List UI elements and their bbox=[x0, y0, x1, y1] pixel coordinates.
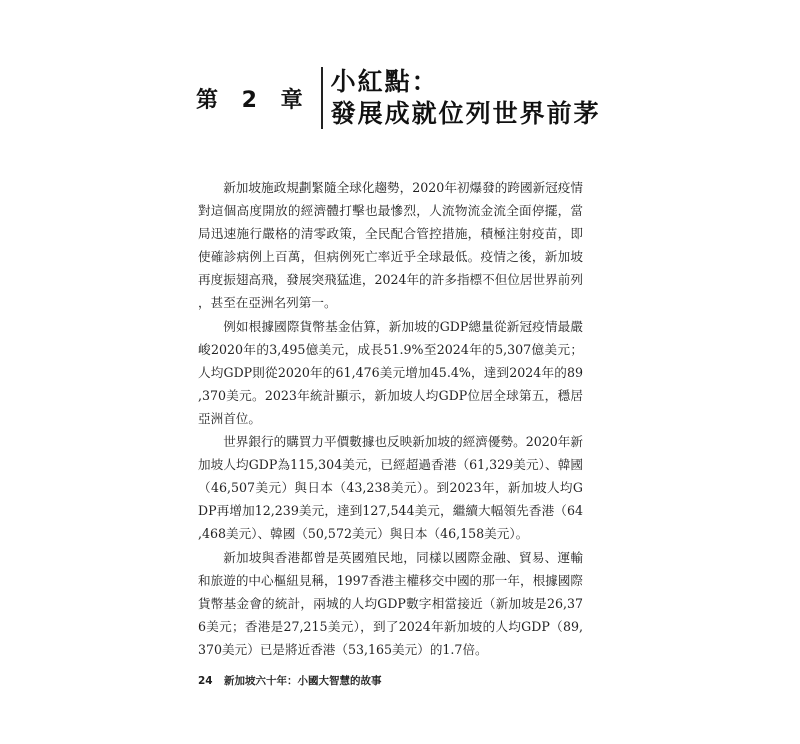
chapter-title-line-1: 小紅點： bbox=[330, 67, 439, 96]
chapter-title bbox=[331, 66, 601, 130]
chapter-divider bbox=[321, 67, 323, 129]
page-number: 24 bbox=[198, 675, 213, 687]
page-footer bbox=[198, 673, 381, 688]
chapter-title-line-2: 發展成就位列世界前茅 bbox=[330, 99, 601, 128]
chapter-label: 第 2 章 bbox=[196, 87, 311, 113]
paragraph-2: 例如根據國際貨幣基金估算，新加坡的GDP總量從新冠疫情最嚴峻2020年的3,495億美元，成長51.9%至2024年的5,307億美元；人均GDP則從2020年的61,476美元增加45.4%，達到2024年的89,370美元。2023年統計顯示，新加坡人均GDP位居全球第五，穩居亞洲首位。 bbox=[198, 318, 583, 426]
chapter-header bbox=[196, 66, 601, 130]
running-book-title: 新加坡六十年：小國大智慧的故事 bbox=[223, 675, 382, 687]
paragraph-4: 新加坡與香港都曾是英國殖民地，同樣以國際金融、貿易、運輸和旅遊的中心樞紐見稱，1997香港主權移交中國的那一年，根據國際貨幣基金會的統計，兩城的人均GDP數字相當接近（新加坡是26,376美元；香港是27,215美元），到了2024年新加坡的人均GDP（89,370美元）已是將近香港（53,165美元）的1.7倍。 bbox=[198, 549, 583, 657]
paragraph-3: 世界銀行的購買力平價數據也反映新加坡的經濟優勢。2020年新加坡人均GDP為115,304美元，已經超過香港（61,329美元）、韓國（46,507美元）與日本（43,238美元）。到2023年，新加坡人均GDP再增加12,239美元，達到127,544美元，繼續大幅領先香港（64,468美元）、韓國（50,572美元）與日本（46,158美元）。 bbox=[198, 434, 583, 542]
paragraph-1: 新加坡施政規劃緊隨全球化趨勢，2020年初爆發的跨國新冠疫情對這個高度開放的經濟體打擊也最慘烈，人流物流金流全面停擺，當局迅速施行嚴格的清零政策，全民配合管控措施，積極注射疫苗，即使確診病例上百萬，但病例死亡率近乎全球最低。疫情之後，新加坡再度振翅高飛，發展突飛猛進，2024年的許多指標不但位居世界前列，甚至在亞洲名列第一。 bbox=[198, 180, 583, 311]
body-text bbox=[198, 176, 583, 661]
